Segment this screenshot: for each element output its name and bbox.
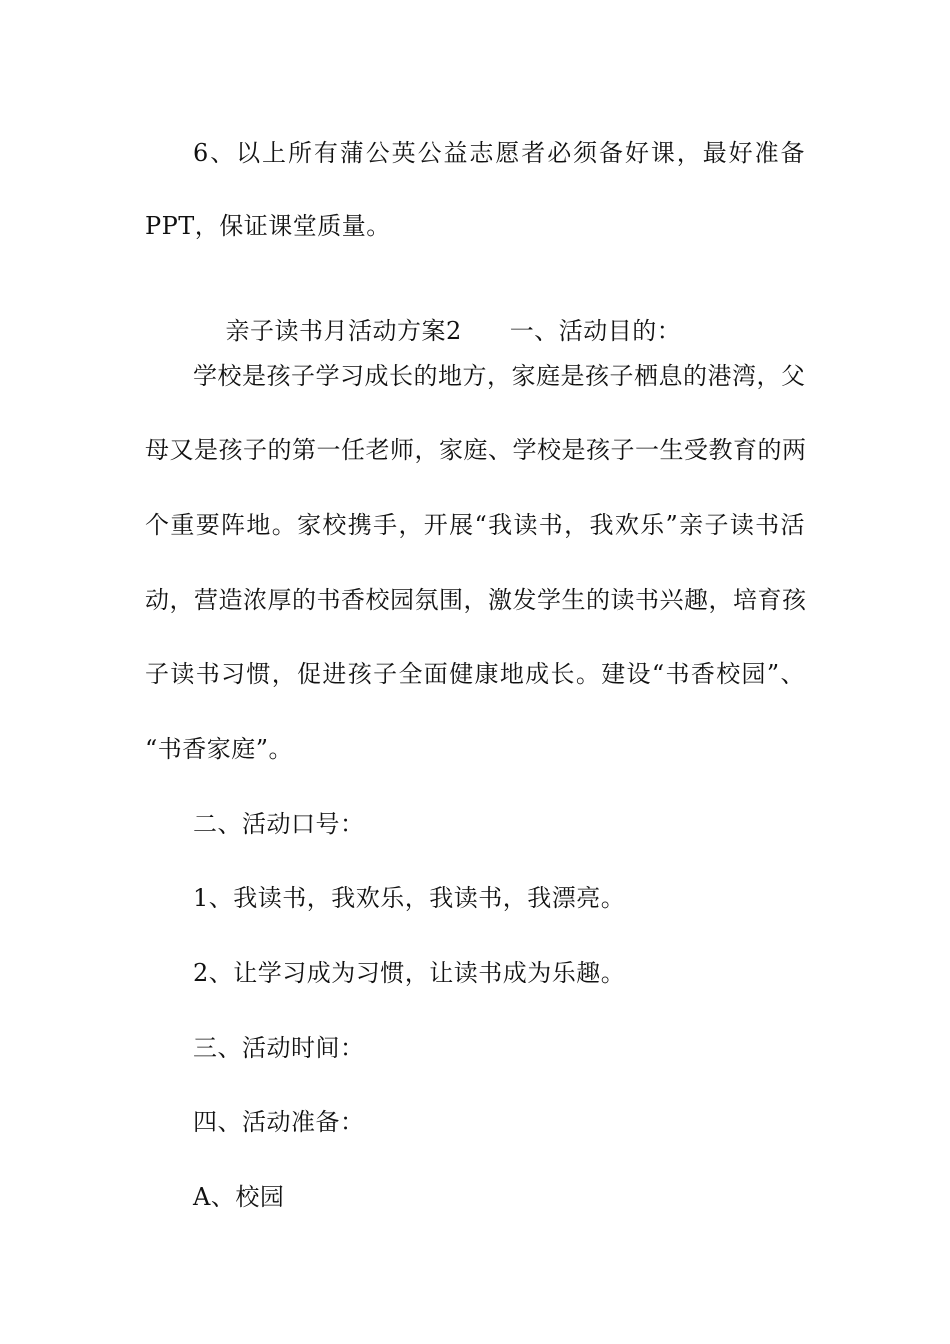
glyph: 课 [650, 139, 676, 167]
glyph: 活 [780, 511, 805, 539]
glyph: 地 [438, 362, 463, 390]
glyph: 成 [525, 660, 550, 688]
section-heading: 二、活动口号： [193, 810, 365, 838]
list-item: 2、让学习成为习惯，让读书成为乐趣。 [193, 959, 626, 987]
paragraph-line [145, 435, 805, 465]
glyph: 生 [659, 436, 684, 464]
glyph: 是 [561, 436, 586, 464]
paragraph-line [193, 361, 805, 391]
glyph: 读 [610, 586, 635, 614]
glyph: 必 [547, 139, 572, 167]
glyph: 乐 [640, 511, 665, 539]
glyph: 的 [683, 362, 708, 390]
glyph: 栖 [634, 362, 659, 390]
paragraph-line [145, 659, 805, 689]
glyph: 子 [243, 436, 268, 464]
section-heading: 三、活动时间： [193, 1034, 365, 1062]
glyph: 全 [398, 660, 423, 688]
paragraph-line: PPT，保证课堂质量。 [145, 212, 391, 240]
glyph: 任 [341, 436, 366, 464]
glyph: 两 [782, 436, 807, 464]
paragraph-line [145, 510, 805, 540]
glyph: 生 [561, 586, 586, 614]
glyph: 家 [297, 511, 322, 539]
list-item: A、校园 [193, 1183, 285, 1211]
glyph: 师 [390, 436, 415, 464]
glyph: 好 [728, 139, 754, 167]
glyph: 习 [221, 660, 246, 688]
glyph: ， [676, 139, 702, 167]
glyph: 氛 [414, 586, 439, 614]
glyph: 最 [702, 139, 728, 167]
glyph: 的 [757, 436, 782, 464]
glyph: ， [487, 362, 512, 390]
glyph: 、 [488, 436, 513, 464]
glyph: 育 [733, 436, 758, 464]
glyph: 港 [707, 362, 732, 390]
glyph: “ [474, 511, 488, 539]
glyph: 香 [690, 660, 716, 688]
glyph: 书 [195, 660, 221, 688]
glyph: ， [708, 586, 733, 614]
glyph: 欢 [614, 511, 640, 539]
glyph: 学 [537, 586, 562, 614]
glyph: 长 [550, 660, 575, 688]
glyph: 学 [193, 362, 218, 390]
glyph: 的 [267, 436, 292, 464]
glyph: 孩 [347, 660, 373, 688]
glyph: ， [414, 436, 439, 464]
glyph: 蒲 [339, 139, 365, 167]
glyph: 6 [193, 139, 209, 167]
glyph: 书 [665, 660, 690, 688]
glyph: 开 [423, 511, 449, 539]
glyph: 一 [635, 436, 660, 464]
glyph: 康 [474, 660, 499, 688]
glyph: 老 [365, 436, 390, 464]
glyph: 孩 [585, 362, 610, 390]
glyph: 书 [316, 586, 341, 614]
glyph: 园 [741, 660, 767, 688]
glyph: 读 [513, 511, 538, 539]
glyph: 学 [315, 362, 340, 390]
glyph: 备 [599, 139, 624, 167]
paragraph-line [145, 585, 805, 615]
glyph: 携 [347, 511, 373, 539]
text-run [145, 510, 805, 540]
glyph: 孩 [782, 586, 807, 614]
glyph: 动 [145, 586, 170, 614]
glyph: 的 [413, 362, 438, 390]
glyph: 是 [242, 362, 267, 390]
glyph: 激 [488, 586, 513, 614]
glyph: 书 [538, 511, 564, 539]
glyph: 、 [210, 139, 235, 167]
glyph: 庭 [536, 362, 561, 390]
glyph: 好 [624, 139, 650, 167]
glyph: 兴 [659, 586, 684, 614]
glyph: ， [564, 511, 589, 539]
glyph: 受 [684, 436, 709, 464]
glyph: 建 [601, 660, 626, 688]
glyph: 地 [246, 511, 271, 539]
glyph: 有 [313, 139, 339, 167]
glyph: 要 [195, 511, 221, 539]
glyph: ， [463, 586, 488, 614]
glyph: 孩 [218, 436, 243, 464]
glyph: 是 [560, 362, 585, 390]
glyph: 面 [423, 660, 449, 688]
glyph: 。 [575, 660, 601, 688]
glyph: 子 [704, 511, 729, 539]
glyph: 促 [297, 660, 322, 688]
glyph: 、 [780, 660, 805, 688]
glyph: 愿 [495, 139, 520, 167]
glyph: ， [756, 362, 781, 390]
glyph: 手 [373, 511, 398, 539]
text-run [145, 435, 805, 465]
glyph: 浓 [243, 586, 268, 614]
text-run [145, 659, 805, 689]
glyph: 子 [291, 362, 316, 390]
glyph: ， [271, 660, 297, 688]
glyph: 成 [364, 362, 389, 390]
glyph: 子 [610, 436, 635, 464]
glyph: 育 [757, 586, 782, 614]
glyph: 以 [236, 139, 261, 167]
glyph: 我 [488, 511, 513, 539]
text-run [193, 361, 805, 391]
glyph: 上 [262, 139, 287, 167]
glyph: 发 [512, 586, 537, 614]
glyph: 须 [573, 139, 598, 167]
glyph: 惯 [246, 660, 271, 688]
glyph: 围 [439, 586, 464, 614]
glyph: 是 [194, 436, 219, 464]
glyph: 校 [537, 436, 562, 464]
heading-title: 亲子读书月活动方案2 [225, 317, 462, 345]
glyph: 校 [365, 586, 390, 614]
glyph: 英 [391, 139, 417, 167]
glyph: 准 [754, 139, 780, 167]
glyph: 教 [708, 436, 733, 464]
glyph: 健 [449, 660, 474, 688]
glyph: 家 [439, 436, 464, 464]
glyph: 子 [145, 660, 170, 688]
glyph: ， [169, 586, 194, 614]
glyph: 的 [586, 586, 611, 614]
glyph: 书 [635, 586, 660, 614]
glyph: 个 [145, 511, 170, 539]
glyph: 子 [609, 362, 634, 390]
glyph: 又 [169, 436, 194, 464]
glyph: 所 [287, 139, 313, 167]
glyph: 校 [322, 511, 347, 539]
glyph: 长 [389, 362, 414, 390]
glyph: 重 [170, 511, 195, 539]
glyph: 厚 [267, 586, 292, 614]
glyph: 备 [780, 139, 805, 167]
glyph: 的 [292, 586, 317, 614]
glyph: 书 [755, 511, 780, 539]
glyph: ” [665, 511, 679, 539]
text-run [145, 585, 805, 615]
glyph: 湾 [732, 362, 757, 390]
glyph: 者 [521, 139, 546, 167]
glyph: 益 [443, 139, 468, 167]
glyph: “ [651, 660, 665, 688]
glyph: 父 [781, 362, 806, 390]
glyph: 庭 [463, 436, 488, 464]
glyph: 培 [733, 586, 758, 614]
glyph: 母 [145, 436, 170, 464]
glyph: 志 [469, 139, 494, 167]
glyph: 营 [194, 586, 219, 614]
glyph: 阵 [221, 511, 246, 539]
glyph: 趣 [684, 586, 709, 614]
glyph: 一 [316, 436, 341, 464]
glyph: 亲 [679, 511, 704, 539]
glyph: 方 [462, 362, 487, 390]
glyph: 校 [716, 660, 741, 688]
glyph: 我 [589, 511, 614, 539]
glyph: 习 [340, 362, 365, 390]
glyph: 学 [512, 436, 537, 464]
glyph: 展 [449, 511, 474, 539]
glyph: 家 [511, 362, 536, 390]
glyph: 造 [218, 586, 243, 614]
heading-section: 一、活动目的： [509, 317, 682, 345]
text-run [193, 138, 805, 168]
glyph: 第 [292, 436, 317, 464]
glyph: 读 [729, 511, 755, 539]
glyph: 子 [373, 660, 398, 688]
paragraph-line [193, 138, 805, 168]
glyph: 。 [271, 511, 297, 539]
glyph: ， [398, 511, 423, 539]
glyph: 读 [170, 660, 195, 688]
glyph: 孩 [266, 362, 291, 390]
glyph: 园 [390, 586, 415, 614]
glyph: 地 [499, 660, 525, 688]
paragraph-line: “书香家庭”。 [145, 735, 294, 763]
glyph: 息 [658, 362, 683, 390]
glyph: 校 [217, 362, 242, 390]
glyph: 设 [626, 660, 652, 688]
glyph: 香 [341, 586, 366, 614]
section-heading: 四、活动准备： [193, 1108, 365, 1136]
glyph: 公 [417, 139, 443, 167]
glyph: 孩 [586, 436, 611, 464]
glyph: 进 [322, 660, 347, 688]
glyph: 公 [365, 139, 391, 167]
glyph: ” [766, 660, 780, 688]
list-item: 1、我读书，我欢乐，我读书，我漂亮。 [193, 884, 626, 912]
